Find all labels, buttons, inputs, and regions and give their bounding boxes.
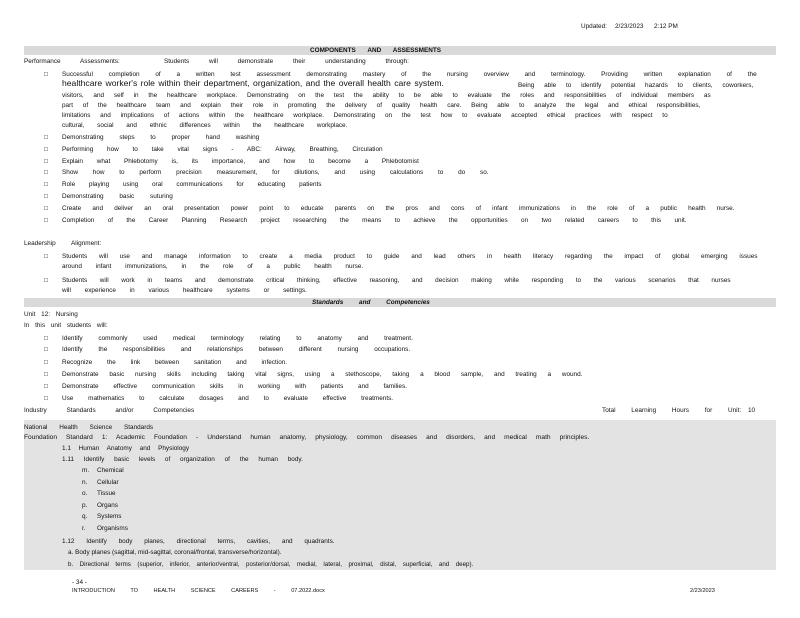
organization-level-letter: o.	[82, 490, 88, 498]
bullet-box-icon: □	[44, 71, 48, 78]
unit-intro: In this unit students will:	[24, 322, 108, 329]
bullet-box-icon: □	[44, 335, 48, 342]
unit-objective: Use mathematics to calculate dosages and to evaluate effective treatments.	[62, 395, 394, 402]
unit-objective: Demonstrate basic nursing skills including taking vital signs, using a stethoscope, taking a blood sample, and treating a wound.	[62, 371, 583, 378]
footer-page-number: - 34 -	[72, 579, 87, 586]
organization-level: Organisms	[97, 525, 128, 532]
unit-objective: Recognize the link between sanitation and infection.	[62, 359, 288, 366]
bullet-box-icon: □	[44, 371, 48, 378]
nhss-1-12: 1.12 Identify body planes, directional terms, cavities, and quadrants.	[62, 538, 335, 545]
industry-label: Industry Standards and/or Competencies	[24, 407, 195, 414]
bullet-box-icon: □	[44, 169, 48, 176]
organization-level-letter: n.	[82, 478, 88, 486]
bullet-box-icon: □	[44, 158, 48, 165]
bullet-box-icon: □	[44, 253, 48, 260]
performance-item-line: Successful completion of a written test assessment demonstrating mastery of the nursing overview and terminology. Providing written explanation of the	[62, 71, 757, 78]
bullet-box-icon: □	[44, 134, 48, 141]
footer-date: 2/23/2023	[690, 588, 715, 594]
performance-item-line: limitations and implications of actions within the healthcare workplace. Demonstrating on the test how to evaluate accepted ethical practices with respect to	[62, 112, 668, 119]
bullet-box-icon: □	[44, 359, 48, 366]
performance-label: Performance Assessments:	[24, 58, 120, 65]
performance-item-line: Being able to identify potential hazards to clients, coworkers,	[518, 82, 754, 89]
organization-level-letter: q.	[82, 513, 88, 521]
performance-item-line: part of the healthcare team and explain their role in promoting the delivery of quality health care. Being able to analyze the legal and ethical responsibilities,	[62, 102, 701, 109]
bullet-box-icon: □	[44, 193, 48, 200]
bullet-box-icon: □	[44, 395, 48, 402]
nhss-foundation: Foundation Standard 1: Academic Foundation - Understand human anatomy, physiology, common diseases and disorders, and medical math principles.	[24, 434, 590, 441]
bullet-box-icon: □	[44, 205, 48, 212]
organization-level-letter: m.	[82, 467, 90, 474]
total-hours-value: 10	[748, 407, 756, 414]
organization-level-letter: p.	[82, 501, 88, 509]
performance-item-line: Demonstrating basic suturing	[62, 193, 173, 200]
bullet-box-icon: □	[44, 277, 48, 284]
nhss-1-12-a: a. Body planes (sagittal, mid-sagittal, coronal/frontal, transverse/horizontal).	[68, 549, 282, 556]
nhss-1-12-b: b. Directional terms (superior, inferior, anterior/ventral, posterior/dorsal, medial, lateral, proximal, distal, superficial, and deep).	[68, 561, 474, 568]
leadership-label: Leadership Alignment:	[24, 240, 102, 247]
performance-item-line: Performing how to take vital signs - ABC: Airway, Breathing, Circulation	[62, 146, 383, 153]
bullet-box-icon: □	[44, 383, 48, 390]
nhss-title: National Health Science Standards	[24, 424, 154, 431]
footer-doc-name: INTRODUCTION TO HEALTH SCIENCE CAREERS - 07.2022.docx	[72, 588, 325, 594]
performance-item-line: Show how to perform precision measurement, for dilutions, and using calculations to do so.	[62, 169, 489, 176]
performance-item-line: visitors, and self in the healthcare workplace. Demonstrating on the test the ability to be able to evaluate the roles and responsibilities of individual members as	[62, 92, 711, 99]
performance-item-line: Completion of the Career Planning Research project researching the means to achieve the opportunities on two related careers to this unit.	[62, 217, 687, 224]
unit-title: Unit 12: Nursing	[24, 311, 78, 318]
performance-item-line: Role playing using oral communications for educating patients	[62, 181, 322, 188]
unit-objective: Identify commonly used medical terminology relating to anatomy and treatment.	[62, 335, 413, 342]
leadership-item-line: Students will work in teams and demonstrate critical thinking, effective reasoning, and decision making while responding to the various scenarios that nurses	[62, 277, 731, 284]
updated-time: 2:12 PM	[654, 23, 678, 30]
bullet-box-icon: □	[44, 181, 48, 188]
performance-intro: Students will demonstrate their understanding through:	[164, 58, 409, 65]
leadership-item-line: around infant immunizations, in the role of a public health nurse.	[62, 263, 364, 270]
organization-level: Cellular	[97, 478, 119, 486]
organization-level: Systems	[97, 513, 122, 521]
unit-objective: Demonstrate effective communication skills in working with patients and families.	[62, 383, 407, 390]
performance-item-line: Demonstrating steps to proper hand washing	[62, 134, 260, 141]
total-hours-label: Total Learning Hours for Unit:	[602, 407, 742, 414]
bullet-box-icon: □	[44, 217, 48, 224]
leadership-item-line: Students will use and manage information to create a media product to guide and lead others in health literacy regarding the impact of global emerging issues	[62, 253, 758, 260]
performance-item-line: cultural, social and ethnic differences within the healthcare workplace.	[62, 122, 348, 129]
updated-date: 2/23/2023	[615, 23, 644, 30]
performance-item-line: healthcare worker's role within their department, organization, and the overall health care system.	[62, 78, 444, 88]
bullet-box-icon: □	[44, 146, 48, 153]
unit-objective: Identify the responsibilities and relationships between different nursing occupations.	[62, 346, 411, 353]
performance-item-line: Explain what Phlebotomy is, its importance, and how to become a Phlebotomist	[62, 158, 419, 165]
components-title: COMPONENTS AND ASSESSMENTS	[310, 47, 442, 54]
organization-level-letter: r.	[82, 525, 86, 532]
leadership-item-line: will experience in various healthcare systems or settings.	[62, 287, 307, 294]
organization-level: Organs	[97, 501, 118, 509]
nhss-1-1: 1.1 Human Anatomy and Physiology	[62, 445, 190, 452]
organization-level: Chemical	[97, 467, 124, 474]
bullet-box-icon: □	[44, 346, 48, 353]
nhss-1-11: 1.11 Identify basic levels of organization of the human body.	[62, 456, 303, 463]
standards-title: Standards and Competencies	[312, 299, 430, 306]
performance-item-line: Create and deliver an oral presentation power point to educate parents on the pros and cons of infant immunizations in the role of a public health nurse.	[62, 205, 735, 212]
organization-level: Tissue	[97, 490, 116, 498]
updated-label: Updated:	[581, 23, 607, 30]
